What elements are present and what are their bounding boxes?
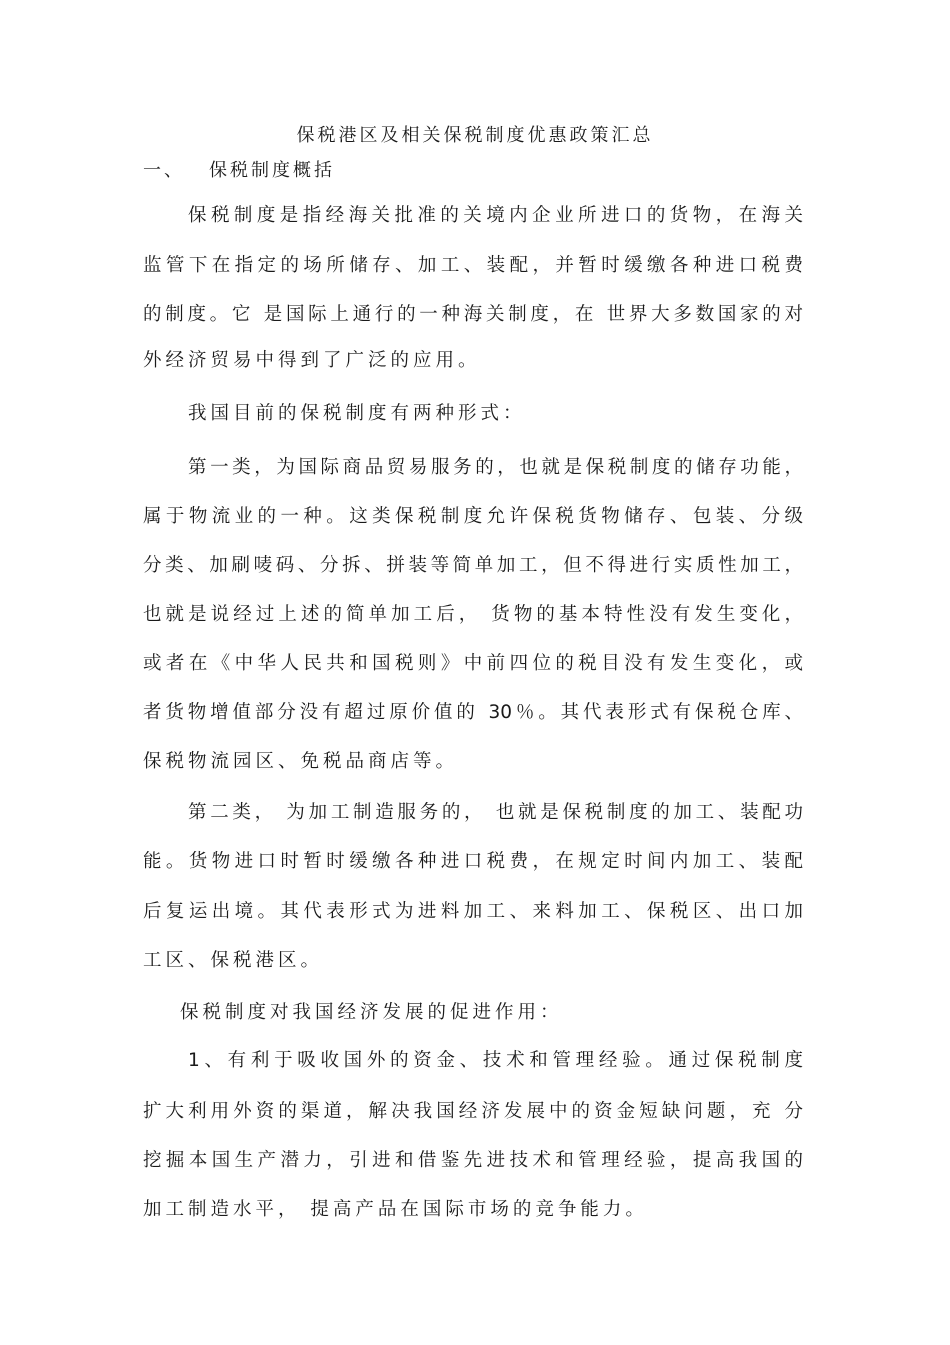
paragraph-line: 扩大利用外资的渠道，解决我国经济发展中的资金短缺问题，充 分 <box>143 1101 803 1122</box>
paragraph-line: 工区、保税港区。 <box>143 950 324 971</box>
paragraph-line: 的制度。它 是国际上通行的一种海关制度，在 世界大多数国家的对 <box>143 304 803 325</box>
paragraph-line: 保税制度对我国经济发展的促进作用： <box>180 1002 563 1023</box>
paragraph-line: 加工制造水平， 提高产品在国际市场的竞争能力。 <box>143 1199 648 1220</box>
paragraph-line: 保税物流园区、免税品商店等。 <box>143 751 459 772</box>
paragraph-line: 也就是说经过上述的简单加工后， 货物的基本特性没有发生变化， <box>143 604 803 625</box>
paragraph-line: 者货物增值部分没有超过原价值的 30％。其代表形式有保税仓库、 <box>143 702 803 723</box>
section-heading <box>143 158 335 184</box>
paragraph-line: 挖掘本国生产潜力，引进和借鉴先进技术和管理经验，提高我国的 <box>143 1150 803 1171</box>
paragraph-line: 或者在《中华人民共和国税则》中前四位的税目没有发生变化，或 <box>143 653 803 674</box>
document-title: 保税港区及相关保税制度优惠政策汇总 <box>296 125 654 146</box>
paragraph-line: 我国目前的保税制度有两种形式： <box>188 403 526 424</box>
paragraph-line: 第二类， 为加工制造服务的， 也就是保税制度的加工、装配功 <box>188 802 803 823</box>
section-title: 保税制度概括 <box>209 160 335 181</box>
paragraph-line: 能。货物进口时暂时缓缴各种进口税费，在规定时间内加工、装配 <box>143 851 803 872</box>
paragraph-line: 分类、加刷唛码、分拆、拼装等简单加工，但不得进行实质性加工， <box>143 555 803 576</box>
paragraph-line: 监管下在指定的场所储存、加工、装配，并暂时缓缴各种进口税费 <box>143 255 803 276</box>
paragraph-line: 保税制度是指经海关批准的关境内企业所进口的货物，在海关 <box>188 205 803 226</box>
paragraph-line: 属于物流业的一种。这类保税制度允许保税货物储存、包装、分级 <box>143 506 803 527</box>
paragraph-line: 1、有利于吸收国外的资金、技术和管理经验。通过保税制度 <box>188 1050 803 1071</box>
paragraph-line: 第一类，为国际商品贸易服务的，也就是保税制度的储存功能， <box>188 457 803 478</box>
paragraph-line: 后复运出境。其代表形式为进料加工、来料加工、保税区、出口加 <box>143 901 803 922</box>
paragraph-line: 外经济贸易中得到了广泛的应用。 <box>143 350 481 371</box>
section-number: 一、 <box>143 160 185 181</box>
